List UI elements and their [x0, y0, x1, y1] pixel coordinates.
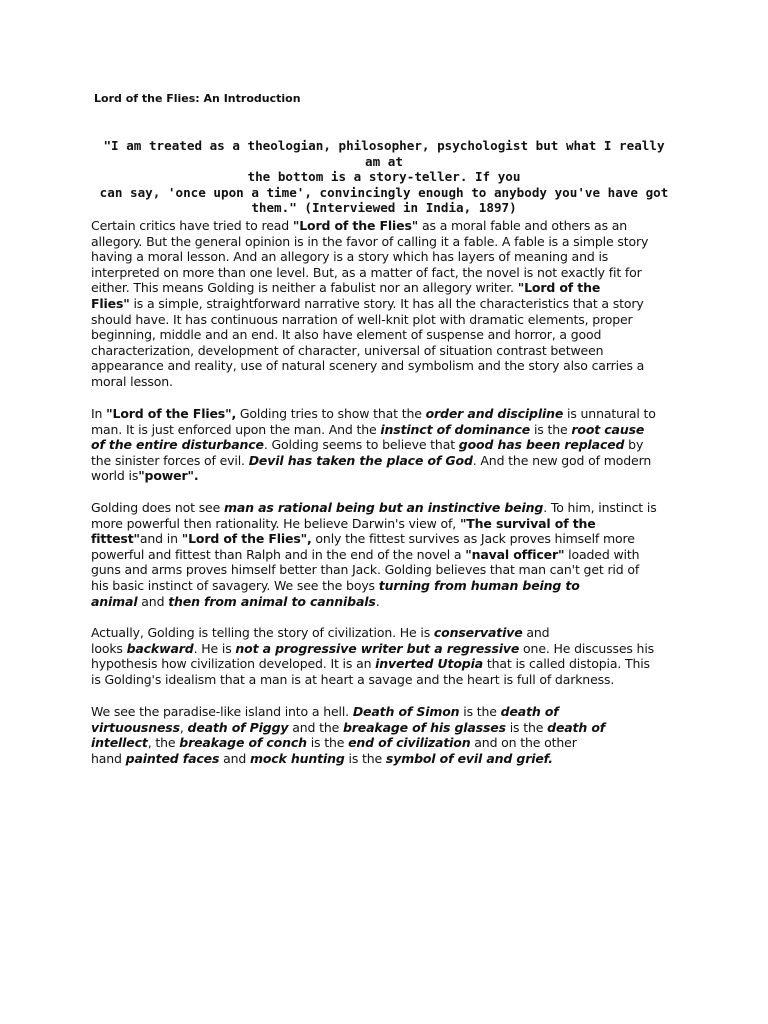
text-run: is the: [344, 750, 386, 766]
paragraph-fable-allegory: [91, 218, 691, 390]
emphasis-text: then from animal to cannibals: [168, 593, 376, 609]
text-run: .: [375, 593, 380, 609]
text-run: by: [624, 437, 644, 453]
text-run: . Golding seems to believe that: [263, 437, 459, 453]
text-run: is the: [459, 704, 501, 719]
text-run: . And the new god of modern: [472, 452, 652, 468]
text-line: [91, 280, 691, 296]
text-line: [91, 453, 691, 469]
text-run: Certain critics have tried to read: [91, 218, 293, 233]
text-line: is Golding's idealism that a man is at heart a savage and the heart is full of darkness.: [91, 671, 615, 687]
text-run: the sinister forces of evil.: [91, 452, 249, 468]
text-line: [91, 720, 691, 736]
text-run: Golding tries to show that the: [236, 406, 426, 421]
emphasis-text: order and discipline: [425, 406, 564, 421]
text-run: Actually, Golding is telling the story of civilization. He is: [91, 625, 434, 640]
text-line: beginning, middle and an end. It also have element of suspense and horror, a good: [91, 327, 602, 343]
text-run: Golding does not see: [91, 500, 224, 515]
text-line: interpreted on more than one level. But, as a matter of fact, the novel is not exactly fit for: [91, 264, 642, 280]
emphasis-text: root cause: [571, 421, 645, 437]
paragraph-instinct: [91, 500, 691, 609]
text-line: [91, 437, 691, 453]
text-run: that is called distopia. This: [483, 656, 650, 672]
text-line: [91, 422, 691, 438]
text-line: allegory. But the general opinion is in the favor of calling it a fable. A fable is a simple story: [91, 233, 649, 249]
quote-line: can say, 'once upon a time', convincingly enough to anybody you've have got: [99, 184, 669, 200]
text-line: [91, 218, 691, 234]
emphasis-text: death of Piggy: [187, 719, 289, 735]
text-run: looks: [91, 640, 127, 656]
epigraph-quote: [96, 138, 672, 216]
text-run: and: [522, 625, 550, 640]
emphasis-text: intellect: [91, 735, 148, 751]
text-line: [91, 500, 691, 516]
bold-text: fittest": [91, 531, 140, 547]
emphasis-text: of the entire disturbance: [91, 437, 264, 453]
text-line: characterization, development of character, universal of situation contrast between: [91, 342, 604, 358]
text-run: powerful and fittest than Ralph and in the end of the novel a: [91, 546, 466, 562]
text-line: [91, 625, 691, 641]
text-line: [91, 735, 691, 751]
text-line: [91, 704, 691, 720]
text-run: more powerful then rationality. He believe Darwin's view of,: [91, 515, 460, 531]
text-run: , the: [147, 735, 180, 751]
text-run: . To him, instinct is: [543, 500, 657, 515]
text-run: only the fittest survives as Jack proves himself more: [311, 531, 635, 547]
text-run: either. This means Golding is neither a fabulist nor an allegory writer.: [91, 280, 518, 296]
paragraph-symbols: [91, 704, 691, 766]
text-run: as a moral fable and others as an: [418, 218, 628, 233]
text-run: one. He discusses his: [519, 640, 655, 656]
bold-text: "naval officer": [465, 546, 565, 562]
quote-line: them." (Interviewed in India, 1897): [251, 200, 517, 215]
emphasis-text: turning from human being to: [378, 577, 580, 593]
text-line: moral lesson.: [91, 373, 173, 389]
text-run: hypothesis how civilization developed. It is an: [91, 656, 376, 672]
text-run: world is: [91, 468, 139, 484]
text-line: having a moral lesson. And an allegory is a story which has layers of meaning and is: [91, 249, 609, 265]
text-line: [91, 751, 691, 767]
text-run: We see the paradise-like island into a hell.: [91, 704, 353, 719]
text-run: is the: [505, 719, 548, 735]
text-line: [91, 656, 691, 672]
emphasis-text: death of: [500, 704, 559, 719]
quote-line: the bottom is a story-teller. If you: [247, 169, 521, 184]
text-line: should have. It has continuous narration of well-knit plot with dramatic elements, proper: [91, 311, 633, 327]
text-line: [91, 468, 691, 484]
text-line: [91, 578, 691, 594]
text-run: is a simple, straightforward narrative story. It has all the characteristics that a story: [129, 295, 644, 311]
text-run: and: [137, 593, 169, 609]
text-run: and the: [288, 719, 343, 735]
text-run: and: [219, 750, 250, 766]
text-line: appearance and reality, use of natural scenery and symbolism and the story also carries a: [91, 358, 645, 374]
emphasis-text: virtuousness: [91, 719, 180, 735]
text-line: [91, 531, 691, 547]
emphasis-text: Devil has taken the place of God: [248, 452, 473, 468]
emphasis-text: end of civilization: [348, 735, 471, 751]
emphasis-text: breakage of his glasses: [342, 719, 506, 735]
text-run: loaded with: [564, 546, 640, 562]
emphasis-text: symbol of evil and grief.: [385, 750, 553, 766]
bold-text: "The survival of the: [459, 515, 596, 531]
emphasis-text: painted faces: [125, 750, 220, 766]
text-line: [91, 406, 691, 422]
text-line: [91, 594, 691, 610]
paragraph-order-discipline: [91, 406, 691, 484]
text-line: [91, 641, 691, 657]
bold-text: "Lord of the Flies",: [181, 531, 312, 547]
text-line: [91, 547, 691, 563]
text-run: In: [91, 406, 107, 421]
emphasis-text: not a progressive writer but a regressive: [235, 640, 520, 656]
emphasis-text: mock hunting: [249, 750, 345, 766]
emphasis-text: inverted Utopia: [375, 656, 484, 672]
bold-text: Flies": [91, 295, 130, 311]
text-run: is unnatural to: [563, 406, 656, 421]
document-title: Lord of the Flies: An Introduction: [94, 92, 301, 105]
bold-text: "power".: [138, 468, 199, 484]
text-run: . He is: [193, 640, 236, 656]
text-run: hand: [91, 750, 126, 766]
text-line: [91, 516, 691, 532]
bold-text: "Lord of the: [517, 280, 601, 296]
emphasis-text: backward: [126, 640, 194, 656]
quote-line: "I am treated as a theologian, philosopher, psychologist but what I really am at: [103, 138, 665, 169]
text-run: and on the other: [470, 735, 577, 751]
bold-text: "Lord of the Flies",: [106, 406, 237, 421]
emphasis-text: conservative: [433, 625, 523, 640]
text-run: ,: [179, 719, 188, 735]
bold-text: "Lord of the Flies": [292, 218, 419, 233]
text-run: is the: [530, 421, 572, 437]
text-run: is the: [306, 735, 349, 751]
text-run: man. It is just enforced upon the man. And the: [91, 421, 381, 437]
emphasis-text: animal: [91, 593, 138, 609]
text-line: [91, 296, 691, 312]
emphasis-text: death of: [547, 719, 606, 735]
text-run: his basic instinct of savagery. We see the boys: [91, 577, 379, 593]
text-line: guns and arms proves himself better than Jack. Golding believes that man can't get rid of: [91, 562, 640, 578]
emphasis-text: man as rational being but an instinctive being: [223, 500, 544, 515]
emphasis-text: Death of Simon: [352, 704, 460, 719]
paragraph-civilization: [91, 625, 691, 687]
emphasis-text: good has been replaced: [458, 437, 625, 453]
text-run: and in: [139, 531, 182, 547]
emphasis-text: breakage of conch: [179, 735, 307, 751]
emphasis-text: instinct of dominance: [380, 421, 531, 437]
